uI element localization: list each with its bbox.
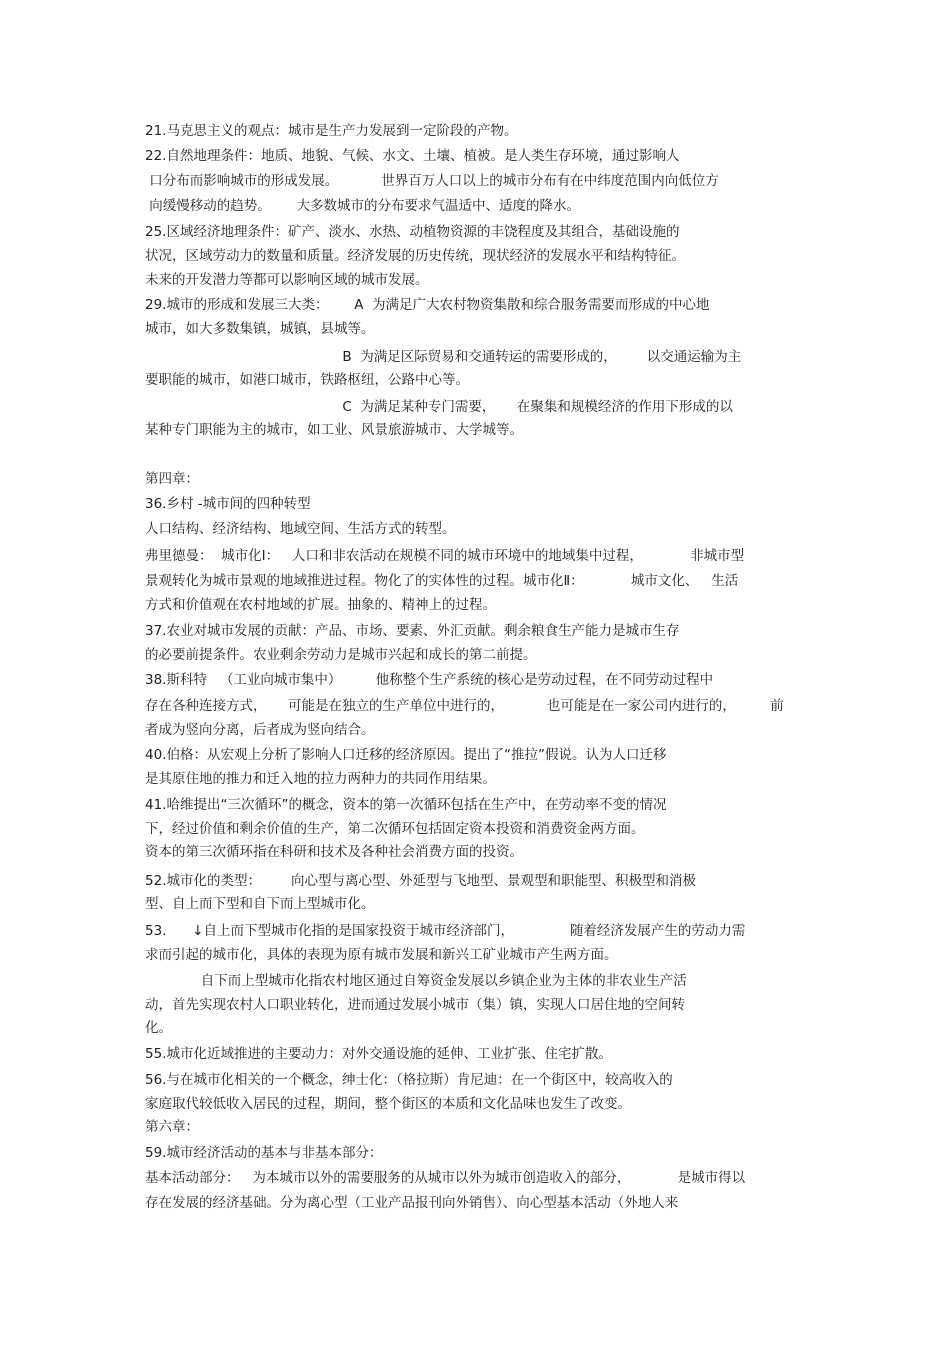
text-line: 未来的开发潜力等都可以影响区域的城市发展。 [145, 272, 429, 288]
text-line: 下，经过价值和剩余价值的生产，第二次循环包括固定资本投资和消费资金两方面。 [145, 821, 645, 837]
text-line: 55.城市化近域推进的主要动力：对外交通设施的延伸、工业扩张、住宅扩散。 [145, 1046, 612, 1062]
text-line: 动，首先实现农村人口职业转化，进而通过发展小城市（集）镇，实现人口居住地的空间转 [145, 997, 685, 1013]
text-line: 59.城市经济活动的基本与非基本部分： [145, 1145, 383, 1161]
chapter-heading: 第四章： [145, 471, 199, 487]
text-line: 52.城市化的类型： 向心型与离心型、外延型与飞地型、景观型和职能型、积极型和消极 [145, 873, 697, 889]
text-line: C 为满足某种专门需要， 在聚集和规模经济的作用下形成的以 [145, 399, 733, 415]
text-line: 53. ↓自上而下型城市化指的是国家投资于城市经济部门， 随着经济发展产生的劳动力需 [145, 923, 746, 939]
text-line: 要职能的城市，如港口城市，铁路枢纽，公路中心等。 [145, 372, 469, 388]
text-line: 是其原住地的推力和迁入地的拉力两种力的共同作用结果。 [145, 771, 496, 787]
text-line: 某种专门职能为主的城市，如工业、风景旅游城市、大学城等。 [145, 422, 523, 438]
text-line: 存在发展的经济基础。分为离心型（工业产品报刊向外销售）、向心型基本活动（外地人来 [145, 1195, 679, 1211]
text-line: 型、自上而下型和自下而上型城市化。 [145, 896, 375, 912]
text-line: 29.城市的形成和发展三大类： A 为满足广大农村物资集散和综合服务需要而形成的中心地 [145, 297, 710, 313]
text-line: 的必要前提条件。农业剩余劳动力是城市兴起和成长的第二前提。 [145, 647, 537, 663]
text-line: 22.自然地理条件：地质、地貌、气候、水文、土壤、植被。是人类生存环境，通过影响人 [145, 148, 680, 164]
text-line: 36.乡村 -城市间的四种转型 [145, 496, 311, 512]
text-line: B 为满足区际贸易和交通转运的需要形成的， 以交通运输为主 [145, 349, 742, 365]
text-line: 21.马克思主义的观点：城市是生产力发展到一定阶段的产物。 [145, 123, 518, 139]
text-line: 人口结构、经济结构、地域空间、生活方式的转型。 [145, 521, 456, 537]
text-line: 方式和价值观在农村地域的扩展。抽象的、精神上的过程。 [145, 597, 496, 613]
text-line: 向缓慢移动的趋势。 大多数城市的分布要求气温适中、适度的降水。 [145, 198, 581, 214]
text-line: 25.区域经济地理条件：矿产、淡水、水热、动植物资源的丰饶程度及其组合，基础设施的 [145, 224, 680, 240]
text-line: 化。 [145, 1020, 172, 1036]
text-line: 37.农业对城市发展的贡献：产品、市场、要素、外汇贡献。剩余粮食生产能力是城市生存 [145, 623, 680, 639]
text-line: 家庭取代较低收入居民的过程，期间，整个街区的本质和文化品味也发生了改变。 [145, 1096, 631, 1112]
text-line: 求而引起的城市化，具体的表现为原有城市发展和新兴工矿业城市产生两方面。 [145, 947, 618, 963]
text-line: 者成为竖向分离，后者成为竖向结合。 [145, 722, 375, 738]
text-line: 存在各种连接方式， 可能是在独立的生产单位中进行的， 也可能是在一家公司内进行的， 前 [145, 698, 784, 714]
text-line: 状况，区域劳动力的数量和质量。经济发展的历史传统，现状经济的发展水平和结构特征。 [145, 248, 685, 264]
text-line: 弗里德曼： 城市化Ⅰ： 人口和非农活动在规模不同的城市环境中的地域集中过程， 非城市型 [145, 548, 745, 564]
text-line: 景观转化为城市景观的地域推进过程。物化了的实体性的过程。城市化Ⅱ： 城市文化、 生活 [145, 573, 739, 589]
text-line: 38.斯科特 （工业向城市集中） 他称整个生产系统的核心是劳动过程，在不同劳动过程中 [145, 672, 714, 688]
text-line: 口分布而影响城市的形成发展。 世界百万人口以上的城市分布有在中纬度范围内向低位方 [145, 173, 719, 189]
chapter-heading: 第六章： [145, 1119, 199, 1135]
text-line: 40.伯格：从宏观上分析了影响人口迁移的经济原因。提出了“推拉”假说。认为人口迁移 [145, 747, 667, 763]
text-line: 41.哈维提出“三次循环”的概念，资本的第一次循环包括在生产中，在劳动率不变的情况 [145, 797, 667, 813]
text-line: 城市，如大多数集镇，城镇，县城等。 [145, 321, 375, 337]
text-line: 56.与在城市化相关的一个概念，绅士化：（格拉斯）肯尼迪：在一个街区中，较高收入的 [145, 1072, 673, 1088]
text-line: 自下而上型城市化指农村地区通过自筹资金发展以乡镇企业为主体的非农业生产活 [145, 973, 687, 989]
text-line: 资本的第三次循环指在科研和技术及各种社会消费方面的投资。 [145, 844, 523, 860]
text-line: 基本活动部分： 为本城市以外的需要服务的从城市以外为城市创造收入的部分， 是城市得以 [145, 1170, 746, 1186]
